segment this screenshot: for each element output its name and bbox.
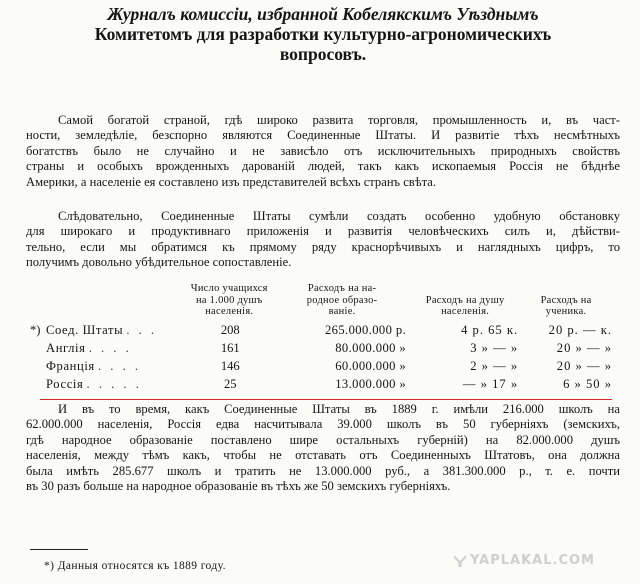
cell-per-capita: — » 17 » (462, 377, 519, 391)
header-per-capita (412, 283, 518, 322)
leader-dots: . . . . (88, 341, 132, 355)
paragraph-line: страны и особыхъ врожденныхъ дарованій людей, такъ какъ ископаемыя Россія не бѣднѣе (26, 159, 620, 174)
paragraph-1 (26, 113, 620, 190)
header-text: на 1.000 душъ (196, 294, 263, 306)
country-name: Англія (46, 341, 86, 355)
paragraph-line: И въ то время, какъ Соединенные Штаты въ 1889 г. имѣли 216.000 школъ на (58, 402, 620, 416)
paragraph-line: населенія, между тѣмъ какъ, чтобы не отставать отъ Соединенныхъ Штатовъ, она должна (26, 448, 620, 463)
cell-per-student: 20 » — » (556, 359, 612, 373)
paragraph-line: для широкаго и продуктивнаго приложенія и развитія человѣческихъ силъ и, дѣйстви- (26, 224, 620, 239)
header-country (30, 283, 164, 322)
cell-per-capita: 4 р. 65 к. (461, 323, 519, 337)
paragraph-line: ности, земледѣліе, безспорно являются Соединенные Штаты. И развитіе тѣхъ несмѣтныхъ (26, 128, 620, 143)
title-line-3: вопросовъ. (279, 44, 367, 64)
header-text: Расходъ на душу (425, 294, 505, 306)
header-text: родное образо- (306, 294, 378, 306)
paragraph-line: была имѣть 285.677 школъ и тратить не 13.000.000 руб., а 381.300.000 р., т. е. почти (26, 463, 620, 478)
table-row (30, 358, 620, 376)
paragraph-line: получимъ довольно убѣдительное сопоставленіе. (26, 255, 292, 270)
header-budget (276, 283, 412, 322)
footnote-rule (30, 549, 88, 550)
cell-budget: 265.000.000 р. (324, 323, 407, 337)
paragraph-line: тельно, если мы обратимся къ прямому ряду краснорѣчивыхъ и наглядныхъ цифръ, то (26, 239, 620, 254)
leader-dots: . . . . (97, 359, 142, 373)
paragraph-line: Слѣдовательно, Соединенные Штаты сумѣли создать особенно удобную обстановку (58, 209, 620, 223)
cell-per-capita: 3 » — » (470, 341, 519, 355)
table-header-row (30, 283, 620, 322)
country-name: Франція (46, 359, 95, 373)
cell-per-student: 20 » — » (556, 341, 612, 355)
paragraph-line: 62.000.000 населенія, Россія едва насчитывала 39.000 школъ въ 50 губерніяхъ (земскихъ, (26, 417, 620, 432)
title-line-1: Журналъ комиссіи, избранной Кобелякскимъ Уѣзднымъ (107, 4, 539, 24)
watermark-logo-icon (452, 553, 468, 569)
cell-country (30, 340, 164, 358)
cell-country (30, 358, 164, 376)
paragraph-3 (26, 402, 620, 494)
cell-per-capita: 2 » — » (470, 359, 519, 373)
cell-per-student: 20 р. — к. (548, 323, 612, 337)
document-title (28, 4, 618, 64)
watermark: YAPLAKAL.COM (470, 553, 595, 568)
paragraph-line: въ 30 разъ больше на народное образованіе въ тѣхъ же 50 земскихъ губерніяхъ. (26, 479, 451, 494)
header-per-student (518, 283, 620, 322)
paragraph-line: Самой богатой страной, гдѣ широко развита торговля, промышленность и, въ част- (58, 113, 620, 127)
table-row (30, 340, 620, 358)
statistics-table (30, 283, 620, 394)
footnote: *) Данныя относятся къ 1889 году. (44, 560, 226, 572)
title-line-2: Комитетомъ для разработки культурно-агрономическихъ (94, 24, 552, 44)
cell-budget: 60.000.000 » (335, 359, 407, 373)
country-name: Соед. Штаты (46, 323, 124, 337)
cell-students: 25 (223, 377, 237, 391)
header-students (164, 283, 276, 322)
table-row (30, 376, 620, 394)
header-text: Расходъ на на- (307, 283, 377, 294)
paragraph-2 (26, 209, 620, 271)
header-text: населенія. (441, 306, 490, 317)
header-text: Число учащихся (190, 283, 268, 294)
paragraph-line: богатствъ было не случайно и не зависѣло отъ исключительныхъ природныхъ свойствъ (26, 143, 620, 158)
leader-dots: . . . (126, 323, 158, 337)
header-text: ученика. (545, 306, 587, 317)
footnote-mark: *) (30, 323, 41, 337)
cell-country (30, 322, 164, 340)
cell-per-student: 6 » 50 » (563, 377, 612, 391)
paragraph-line: Америки, а населеніе ея составлено изъ представителей всѣхъ странъ свѣта. (26, 174, 436, 189)
cell-country (30, 376, 164, 394)
header-text: населенія. (205, 306, 254, 317)
cell-students: 146 (220, 359, 240, 373)
cell-budget: 13.000.000 » (335, 377, 407, 391)
country-name: Россія (46, 377, 84, 391)
table-row (30, 322, 620, 340)
red-underline (40, 399, 612, 400)
header-text: Расходъ на (540, 294, 592, 306)
paragraph-line: гдѣ народное образованіе поставлено шире остальныхъ губерній) на 82.000.000 душъ (26, 432, 620, 447)
cell-students: 161 (220, 341, 240, 355)
cell-students: 208 (220, 323, 240, 337)
header-text: ваніе. (328, 306, 356, 317)
leader-dots: . . . . . (86, 377, 142, 391)
cell-budget: 80.000.000 » (335, 341, 407, 355)
